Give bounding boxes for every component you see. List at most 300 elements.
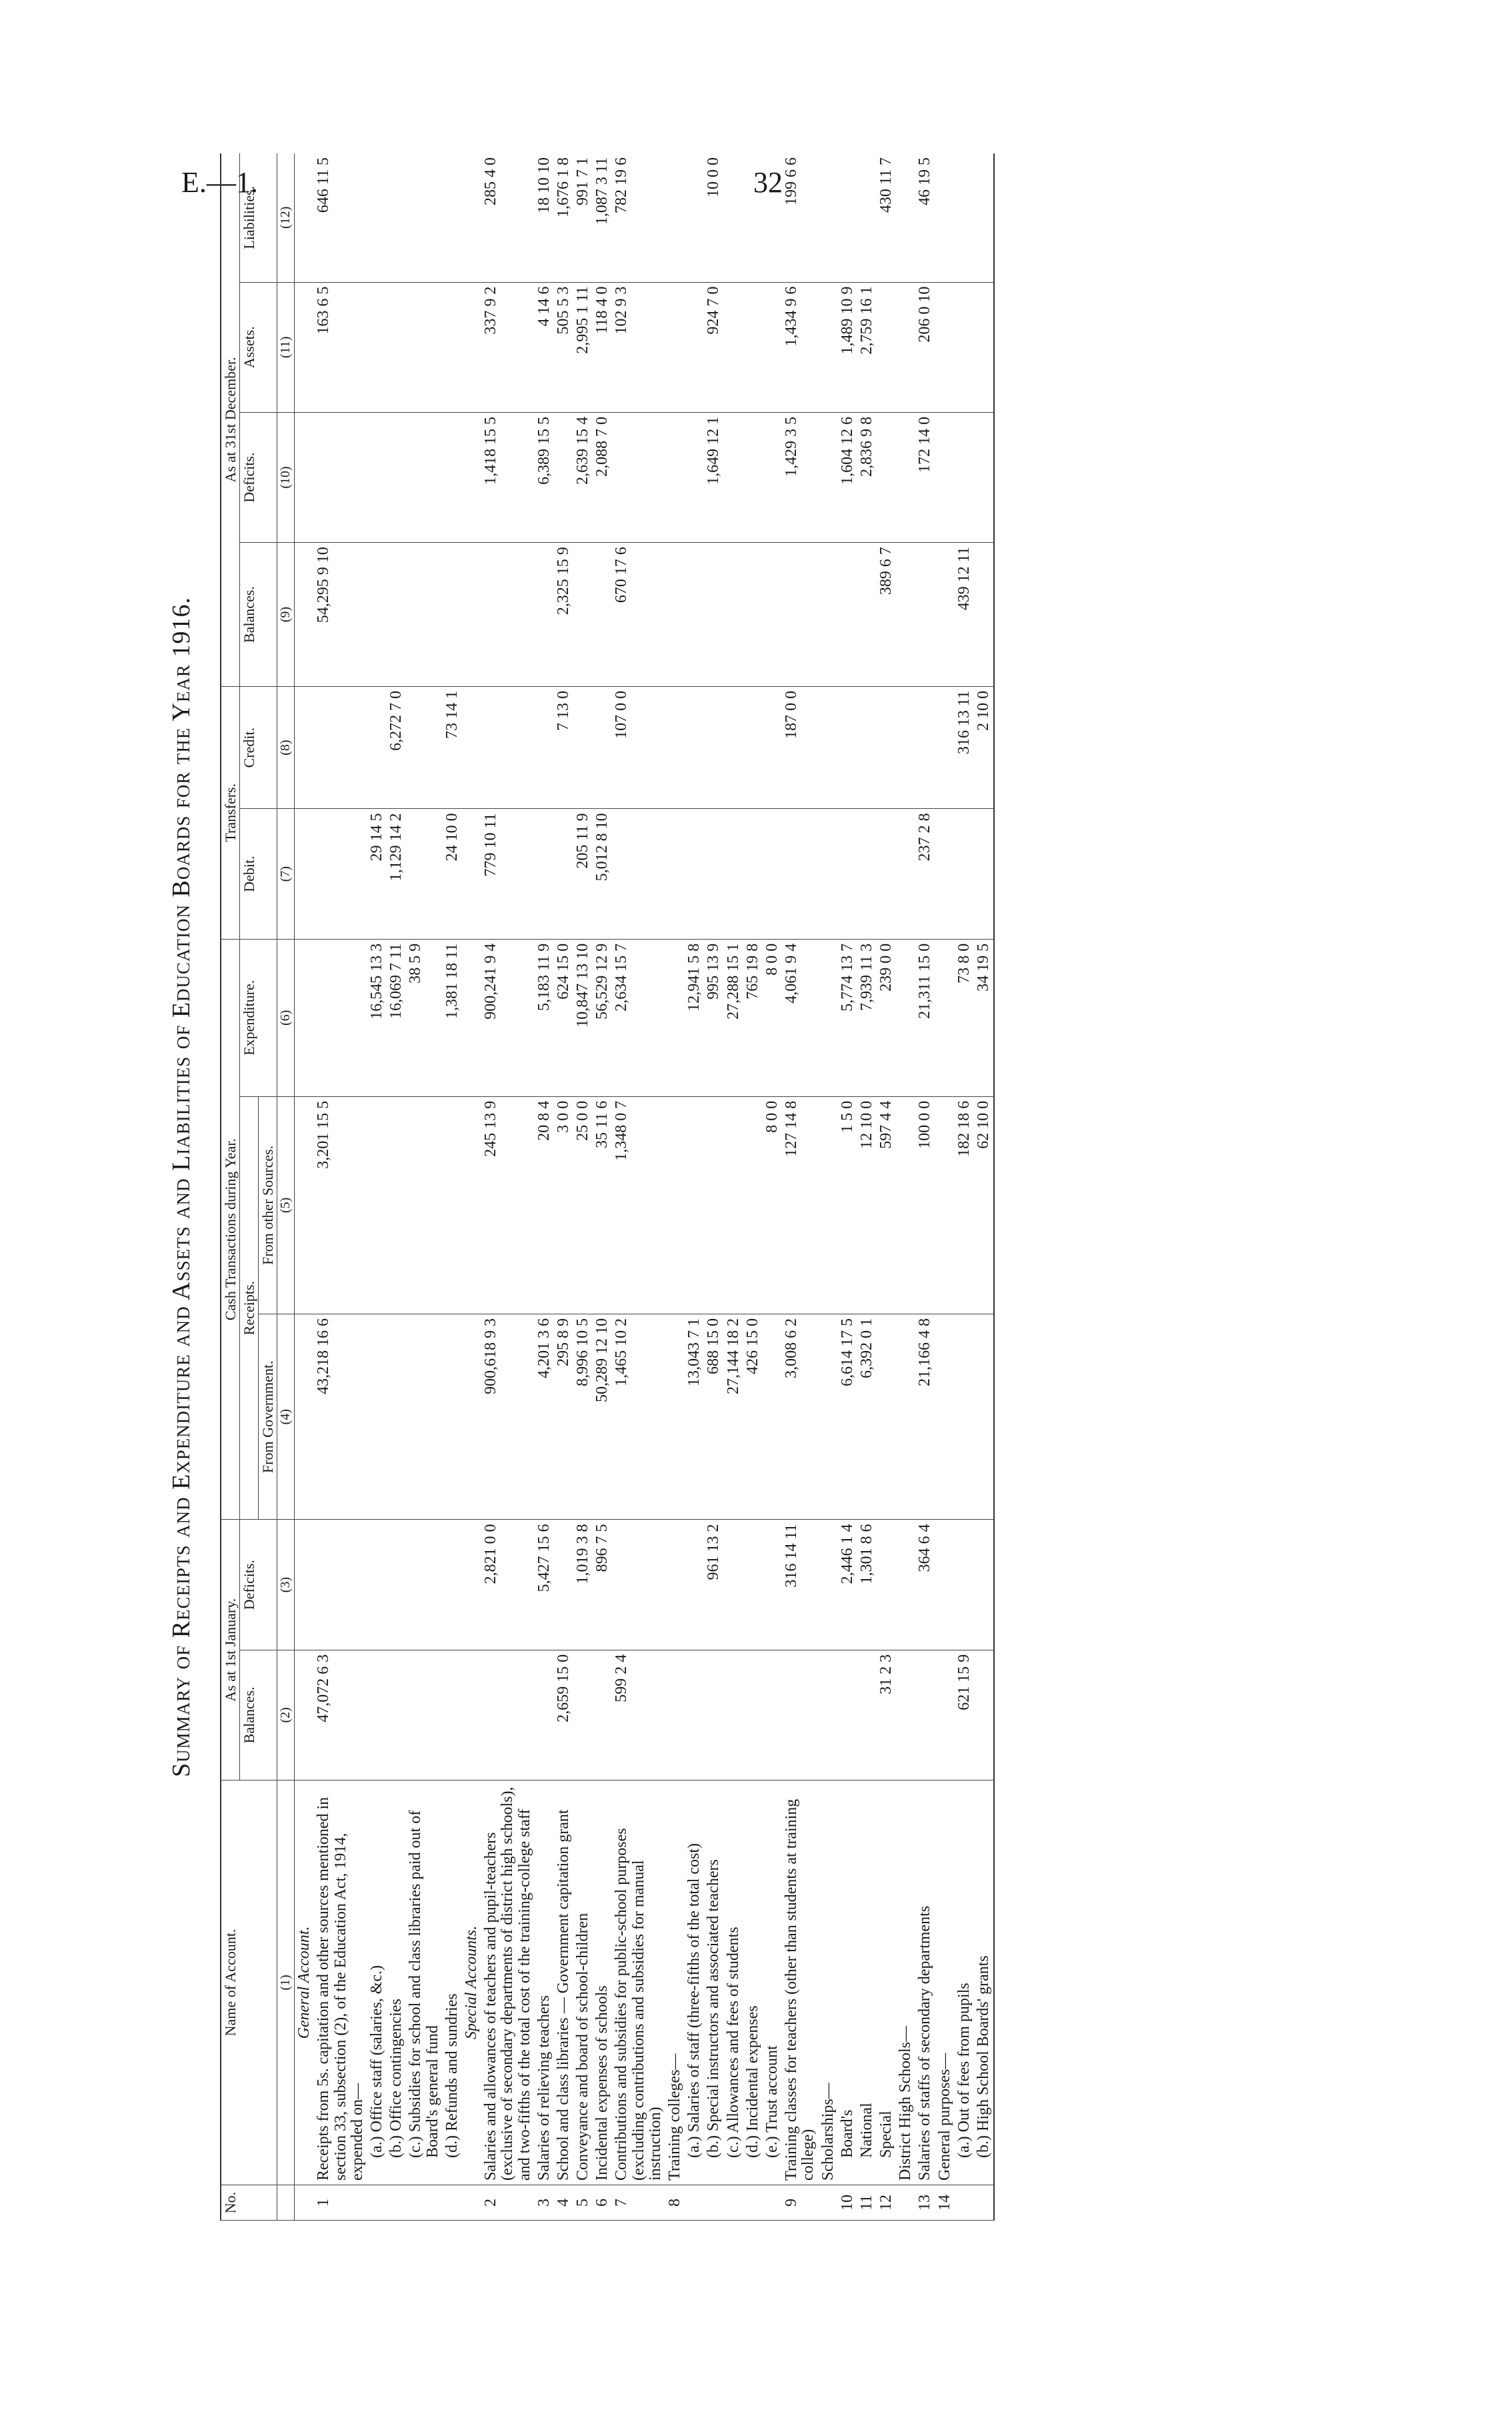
amount-cell: 8,996 10 5 — [573, 1314, 593, 1520]
account-name: General Account. — [295, 1780, 315, 2185]
amount-cell: 3,201 15 5 — [314, 1096, 367, 1314]
amount-cell — [896, 1520, 915, 1650]
header-dec: As at 31st December. — [221, 153, 240, 686]
amount-cell: 285 4 0 — [481, 153, 535, 282]
amount-cell: 1,129 14 2 — [387, 809, 406, 939]
amount-cell — [443, 282, 462, 412]
amount-cell — [685, 1520, 704, 1650]
amount-cell — [367, 1096, 387, 1314]
amount-cell — [724, 1650, 743, 1780]
amount-cell — [612, 412, 665, 542]
amount-cell: 1,676 1 8 — [554, 153, 573, 282]
amount-cell: 73 8 0 — [955, 939, 974, 1096]
amount-cell — [443, 412, 462, 542]
column-number: (3) — [277, 1520, 295, 1650]
table-row — [462, 153, 481, 2221]
amount-cell — [295, 543, 315, 687]
row-number: 3 — [535, 2185, 554, 2221]
amount-cell — [763, 1520, 782, 1650]
amount-cell: 2,759 16 1 — [857, 282, 877, 412]
amount-cell: 34 19 5 — [974, 939, 994, 1096]
row-number — [367, 2185, 387, 2221]
amount-cell — [367, 1314, 387, 1520]
row-number — [724, 2185, 743, 2221]
amount-cell: 2,821 0 0 — [481, 1520, 535, 1650]
amount-cell: 1,489 10 9 — [838, 282, 857, 412]
account-name: Special Accounts. — [462, 1780, 481, 2185]
amount-cell — [295, 1314, 315, 1520]
amount-cell — [955, 1520, 974, 1650]
amount-cell — [782, 1650, 818, 1780]
amount-cell: 2,836 9 8 — [857, 412, 877, 542]
amount-cell: 118 4 0 — [593, 282, 612, 412]
amount-cell: 205 11 9 — [573, 809, 593, 939]
amount-cell — [535, 809, 554, 939]
amount-cell — [877, 1314, 896, 1520]
account-name: Incidental expenses of schools — [593, 1780, 612, 2185]
amount-cell — [612, 809, 665, 939]
header-receipts: Receipts. — [240, 1096, 259, 1520]
amount-cell: 765 19 8 — [743, 939, 763, 1096]
account-name: (c.) Subsidies for school and class libraries paid out of Board's general fund — [406, 1780, 442, 2185]
amount-cell — [573, 686, 593, 809]
amount-cell: 924 7 0 — [704, 282, 723, 412]
table-row — [974, 153, 994, 2221]
amount-cell — [314, 686, 367, 809]
amount-cell — [896, 1096, 915, 1314]
amount-cell: 1,019 3 8 — [573, 1520, 593, 1650]
amount-cell — [763, 412, 782, 542]
amount-cell: 12,941 5 8 — [685, 939, 704, 1096]
amount-cell: 27,288 15 1 — [724, 939, 743, 1096]
table-row — [481, 153, 535, 2221]
table-row — [387, 153, 406, 2221]
amount-cell — [406, 412, 442, 542]
amount-cell: 2,995 1 11 — [573, 282, 593, 412]
amount-cell — [896, 939, 915, 1096]
amount-cell — [593, 686, 612, 809]
amount-cell — [896, 412, 915, 542]
summary-table — [220, 153, 995, 2221]
amount-cell — [535, 686, 554, 809]
amount-cell: 21,311 15 0 — [915, 939, 935, 1096]
table-row — [573, 153, 593, 2221]
amount-cell — [743, 282, 763, 412]
amount-cell: 2,659 15 0 — [554, 1650, 573, 1780]
amount-cell — [819, 412, 838, 542]
amount-cell — [665, 1096, 685, 1314]
amount-cell: 7,939 11 3 — [857, 939, 877, 1096]
account-name: (e.) Trust account — [763, 1780, 782, 2185]
amount-cell — [974, 809, 994, 939]
row-number — [443, 2185, 462, 2221]
header-balances-dec: Balances. — [240, 543, 277, 687]
amount-cell — [443, 153, 462, 282]
table-body — [295, 153, 994, 2221]
amount-cell — [367, 153, 387, 282]
amount-cell — [462, 153, 481, 282]
amount-cell — [782, 543, 818, 687]
amount-cell: 6,389 15 5 — [535, 412, 554, 542]
account-name: Conveyance and board of school-children — [573, 1780, 593, 2185]
document-title: Summary of Receipts and Expenditure and Assets and Liabilities of Education Boards for the Year 1916. — [167, 597, 195, 1777]
amount-cell — [462, 939, 481, 1096]
amount-cell — [935, 1096, 955, 1314]
amount-cell — [819, 543, 838, 687]
amount-cell — [743, 809, 763, 939]
amount-cell — [896, 809, 915, 939]
amount-cell — [367, 412, 387, 542]
amount-cell — [406, 686, 442, 809]
amount-cell — [763, 282, 782, 412]
amount-cell — [915, 543, 935, 687]
amount-cell — [462, 1520, 481, 1650]
table-row — [554, 153, 573, 2221]
amount-cell — [535, 543, 554, 687]
amount-cell: 2,446 1 4 — [838, 1520, 857, 1650]
account-name: Salaries and allowances of teachers and pupil-teachers (exclusive of secondary departments of district high schools), and two-fifths of the total cost of the training-college staff — [481, 1780, 535, 2185]
amount-cell: 4,201 3 6 — [535, 1314, 554, 1520]
amount-cell — [443, 543, 462, 687]
amount-cell — [896, 1650, 915, 1780]
amount-cell: 779 10 11 — [481, 809, 535, 939]
amount-cell — [443, 1520, 462, 1650]
row-number — [685, 2185, 704, 2221]
amount-cell: 10,847 13 10 — [573, 939, 593, 1096]
account-name: (a.) Salaries of staff (three-fifths of the total cost) — [685, 1780, 704, 2185]
amount-cell — [857, 686, 877, 809]
amount-cell — [665, 1314, 685, 1520]
amount-cell: 2,639 15 4 — [573, 412, 593, 542]
amount-cell — [974, 1314, 994, 1520]
amount-cell — [406, 1314, 442, 1520]
amount-cell: 56,529 12 9 — [593, 939, 612, 1096]
amount-cell — [314, 939, 367, 1096]
amount-cell — [838, 543, 857, 687]
amount-cell: 597 4 4 — [877, 1096, 896, 1314]
amount-cell — [724, 686, 743, 809]
amount-cell — [443, 1650, 462, 1780]
amount-cell: 782 19 6 — [612, 153, 665, 282]
amount-cell — [665, 282, 685, 412]
amount-cell — [857, 543, 877, 687]
header-liabilities: Liabilities. — [240, 153, 277, 282]
amount-cell — [819, 1520, 838, 1650]
account-name: (c.) Allowances and fees of students — [724, 1780, 743, 2185]
amount-cell: 7 13 0 — [554, 686, 573, 809]
amount-cell — [877, 282, 896, 412]
amount-cell: 3 0 0 — [554, 1096, 573, 1314]
account-name: (a.) Out of fees from pupils — [955, 1780, 974, 2185]
amount-cell — [367, 686, 387, 809]
amount-cell: 5,427 15 6 — [535, 1520, 554, 1650]
amount-cell: 27,144 18 2 — [724, 1314, 743, 1520]
header-expenditure: Expenditure. — [240, 939, 277, 1096]
row-number: 13 — [915, 2185, 935, 2221]
amount-cell — [763, 1650, 782, 1780]
row-number — [819, 2185, 838, 2221]
amount-cell: 316 14 11 — [782, 1520, 818, 1650]
account-name: School and class libraries — Government capitation grant — [554, 1780, 573, 2185]
amount-cell: 47,072 6 3 — [314, 1650, 367, 1780]
amount-cell: 439 12 11 — [955, 543, 974, 687]
amount-cell — [462, 412, 481, 542]
table-row — [295, 153, 315, 2221]
amount-cell — [857, 1650, 877, 1780]
row-number: 14 — [935, 2185, 955, 2221]
row-number — [763, 2185, 782, 2221]
amount-cell — [819, 153, 838, 282]
amount-cell — [724, 1096, 743, 1314]
row-number — [743, 2185, 763, 2221]
column-number: (2) — [277, 1650, 295, 1780]
table-row — [743, 153, 763, 2221]
row-number — [406, 2185, 442, 2221]
amount-cell — [295, 412, 315, 542]
amount-cell — [481, 686, 535, 809]
row-number — [295, 2185, 315, 2221]
amount-cell: 16,069 7 11 — [387, 939, 406, 1096]
amount-cell — [462, 686, 481, 809]
amount-cell — [367, 1650, 387, 1780]
amount-cell: 337 9 2 — [481, 282, 535, 412]
amount-cell — [406, 809, 442, 939]
amount-cell — [665, 543, 685, 687]
amount-cell — [955, 1314, 974, 1520]
amount-cell: 20 8 4 — [535, 1096, 554, 1314]
amount-cell — [896, 282, 915, 412]
amount-cell — [462, 1314, 481, 1520]
table-row — [877, 153, 896, 2221]
amount-cell: 29 14 5 — [367, 809, 387, 939]
amount-cell: 430 11 7 — [877, 153, 896, 282]
amount-cell — [763, 809, 782, 939]
amount-cell: 13,043 7 1 — [685, 1314, 704, 1520]
amount-cell — [838, 686, 857, 809]
amount-cell — [974, 1650, 994, 1780]
page-code: E.—1. — [181, 166, 258, 199]
amount-cell: 1,434 9 6 — [782, 282, 818, 412]
amount-cell — [935, 543, 955, 687]
amount-cell — [295, 1096, 315, 1314]
amount-cell — [896, 686, 915, 809]
amount-cell: 4,061 9 4 — [782, 939, 818, 1096]
header-balances: Balances. — [240, 1650, 277, 1780]
amount-cell — [877, 412, 896, 542]
page-number: 32 — [753, 166, 783, 199]
header-deficits: Deficits. — [240, 1520, 277, 1650]
amount-cell — [763, 543, 782, 687]
amount-cell — [685, 1650, 704, 1780]
amount-cell: 1,649 12 1 — [704, 412, 723, 542]
amount-cell: 2,088 7 0 — [593, 412, 612, 542]
account-name: General purposes— — [935, 1780, 955, 2185]
amount-cell: 199 6 6 — [782, 153, 818, 282]
amount-cell — [857, 809, 877, 939]
amount-cell: 316 13 11 — [955, 686, 974, 809]
amount-cell — [819, 686, 838, 809]
amount-cell: 1 5 0 — [838, 1096, 857, 1314]
amount-cell — [387, 1314, 406, 1520]
amount-cell — [665, 1520, 685, 1650]
account-name: Receipts from 5s. capitation and other sources mentioned in section 33, subsection (2), of the Education Act, 1914, expended on— — [314, 1780, 367, 2185]
header-deficits-dec: Deficits. — [240, 412, 277, 542]
account-name: Training colleges— — [665, 1780, 685, 2185]
column-number: (11) — [277, 282, 295, 412]
account-name: District High Schools— — [896, 1780, 915, 2185]
amount-cell — [704, 543, 723, 687]
amount-cell — [685, 153, 704, 282]
amount-cell — [704, 1096, 723, 1314]
amount-cell: 25 0 0 — [573, 1096, 593, 1314]
amount-cell — [935, 939, 955, 1096]
amount-cell — [704, 809, 723, 939]
amount-cell — [295, 282, 315, 412]
amount-cell — [295, 686, 315, 809]
header-from-government: From Government. — [259, 1314, 277, 1520]
account-name: Special — [877, 1780, 896, 2185]
amount-cell: 5,183 11 9 — [535, 939, 554, 1096]
row-number — [704, 2185, 723, 2221]
amount-cell — [763, 686, 782, 809]
amount-cell — [665, 686, 685, 809]
amount-cell: 389 6 7 — [877, 543, 896, 687]
table-row — [367, 153, 387, 2221]
amount-cell — [295, 153, 315, 282]
amount-cell — [685, 412, 704, 542]
amount-cell — [974, 543, 994, 687]
amount-cell: 43,218 16 6 — [314, 1314, 367, 1520]
row-number: 1 — [314, 2185, 367, 2221]
amount-cell: 31 2 3 — [877, 1650, 896, 1780]
amount-cell — [819, 939, 838, 1096]
amount-cell — [935, 1520, 955, 1650]
row-number: 6 — [593, 2185, 612, 2221]
amount-cell: 1,301 8 6 — [857, 1520, 877, 1650]
account-name: Scholarships— — [819, 1780, 838, 2185]
account-name: Salaries of staffs of secondary departments — [915, 1780, 935, 2185]
amount-cell: 2,634 15 7 — [612, 939, 665, 1096]
amount-cell — [743, 153, 763, 282]
amount-cell: 46 19 5 — [915, 153, 935, 282]
amount-cell: 38 5 9 — [406, 939, 442, 1096]
amount-cell — [665, 1650, 685, 1780]
table-row — [819, 153, 838, 2221]
amount-cell — [573, 1650, 593, 1780]
amount-cell — [915, 1650, 935, 1780]
amount-cell — [406, 282, 442, 412]
amount-cell — [724, 809, 743, 939]
amount-cell — [935, 412, 955, 542]
amount-cell — [387, 412, 406, 542]
amount-cell — [554, 412, 573, 542]
amount-cell: 1,381 18 11 — [443, 939, 462, 1096]
row-number: 4 — [554, 2185, 573, 2221]
amount-cell: 995 13 9 — [704, 939, 723, 1096]
amount-cell: 991 7 1 — [573, 153, 593, 282]
table-row — [665, 153, 685, 2221]
amount-cell — [593, 1650, 612, 1780]
amount-cell: 1,465 10 2 — [612, 1314, 665, 1520]
amount-cell — [406, 153, 442, 282]
amount-cell: 35 11 6 — [593, 1096, 612, 1314]
account-name: (b.) Special instructors and associated teachers — [704, 1780, 723, 2185]
row-number: 7 — [612, 2185, 665, 2221]
amount-cell — [367, 543, 387, 687]
table-row — [612, 153, 665, 2221]
amount-cell — [462, 809, 481, 939]
header-assets: Assets. — [240, 282, 277, 412]
amount-cell: 426 15 0 — [743, 1314, 763, 1520]
amount-cell — [481, 1650, 535, 1780]
amount-cell: 961 13 2 — [704, 1520, 723, 1650]
amount-cell: 1,418 15 5 — [481, 412, 535, 542]
column-number-blank — [277, 2185, 295, 2221]
amount-cell — [387, 153, 406, 282]
header-name: Name of Account. — [221, 1780, 277, 2185]
amount-cell — [704, 686, 723, 809]
amount-cell: 1,429 3 5 — [782, 412, 818, 542]
table-row — [763, 153, 782, 2221]
amount-cell — [857, 153, 877, 282]
amount-cell: 163 6 5 — [314, 282, 367, 412]
amount-cell — [573, 543, 593, 687]
table-row — [782, 153, 818, 2221]
header-credit: Credit. — [240, 686, 277, 809]
amount-cell: 599 2 4 — [612, 1650, 665, 1780]
amount-cell — [838, 809, 857, 939]
amount-cell: 10 0 0 — [704, 153, 723, 282]
header-jan: As at 1st January. — [221, 1520, 240, 1780]
table-header — [221, 153, 295, 2221]
amount-cell — [295, 939, 315, 1096]
amount-cell — [387, 543, 406, 687]
column-number: (7) — [277, 809, 295, 939]
amount-cell — [406, 543, 442, 687]
amount-cell — [955, 282, 974, 412]
amount-cell — [481, 543, 535, 687]
amount-cell — [935, 1314, 955, 1520]
table-row — [935, 153, 955, 2221]
amount-cell — [685, 809, 704, 939]
amount-cell: 182 18 6 — [955, 1096, 974, 1314]
amount-cell — [462, 282, 481, 412]
amount-cell — [295, 1650, 315, 1780]
amount-cell — [685, 1096, 704, 1314]
amount-cell — [724, 282, 743, 412]
amount-cell — [974, 153, 994, 282]
amount-cell — [665, 939, 685, 1096]
amount-cell — [554, 809, 573, 939]
table-row — [704, 153, 723, 2221]
amount-cell — [314, 412, 367, 542]
account-name: Training classes for teachers (other than students at training college) — [782, 1780, 818, 2185]
table-row — [535, 153, 554, 2221]
amount-cell — [724, 1520, 743, 1650]
amount-cell — [743, 686, 763, 809]
account-name: (a.) Office staff (salaries, &c.) — [367, 1780, 387, 2185]
amount-cell: 900,618 9 3 — [481, 1314, 535, 1520]
row-number — [462, 2185, 481, 2221]
account-name: Contributions and subsidies for public-school purposes (excluding contributions and subsidies for manual instruction) — [612, 1780, 665, 2185]
column-number: (8) — [277, 686, 295, 809]
amount-cell — [367, 282, 387, 412]
amount-cell: 102 9 3 — [612, 282, 665, 412]
amount-cell — [763, 1314, 782, 1520]
amount-cell — [743, 543, 763, 687]
amount-cell — [877, 1520, 896, 1650]
amount-cell — [974, 412, 994, 542]
